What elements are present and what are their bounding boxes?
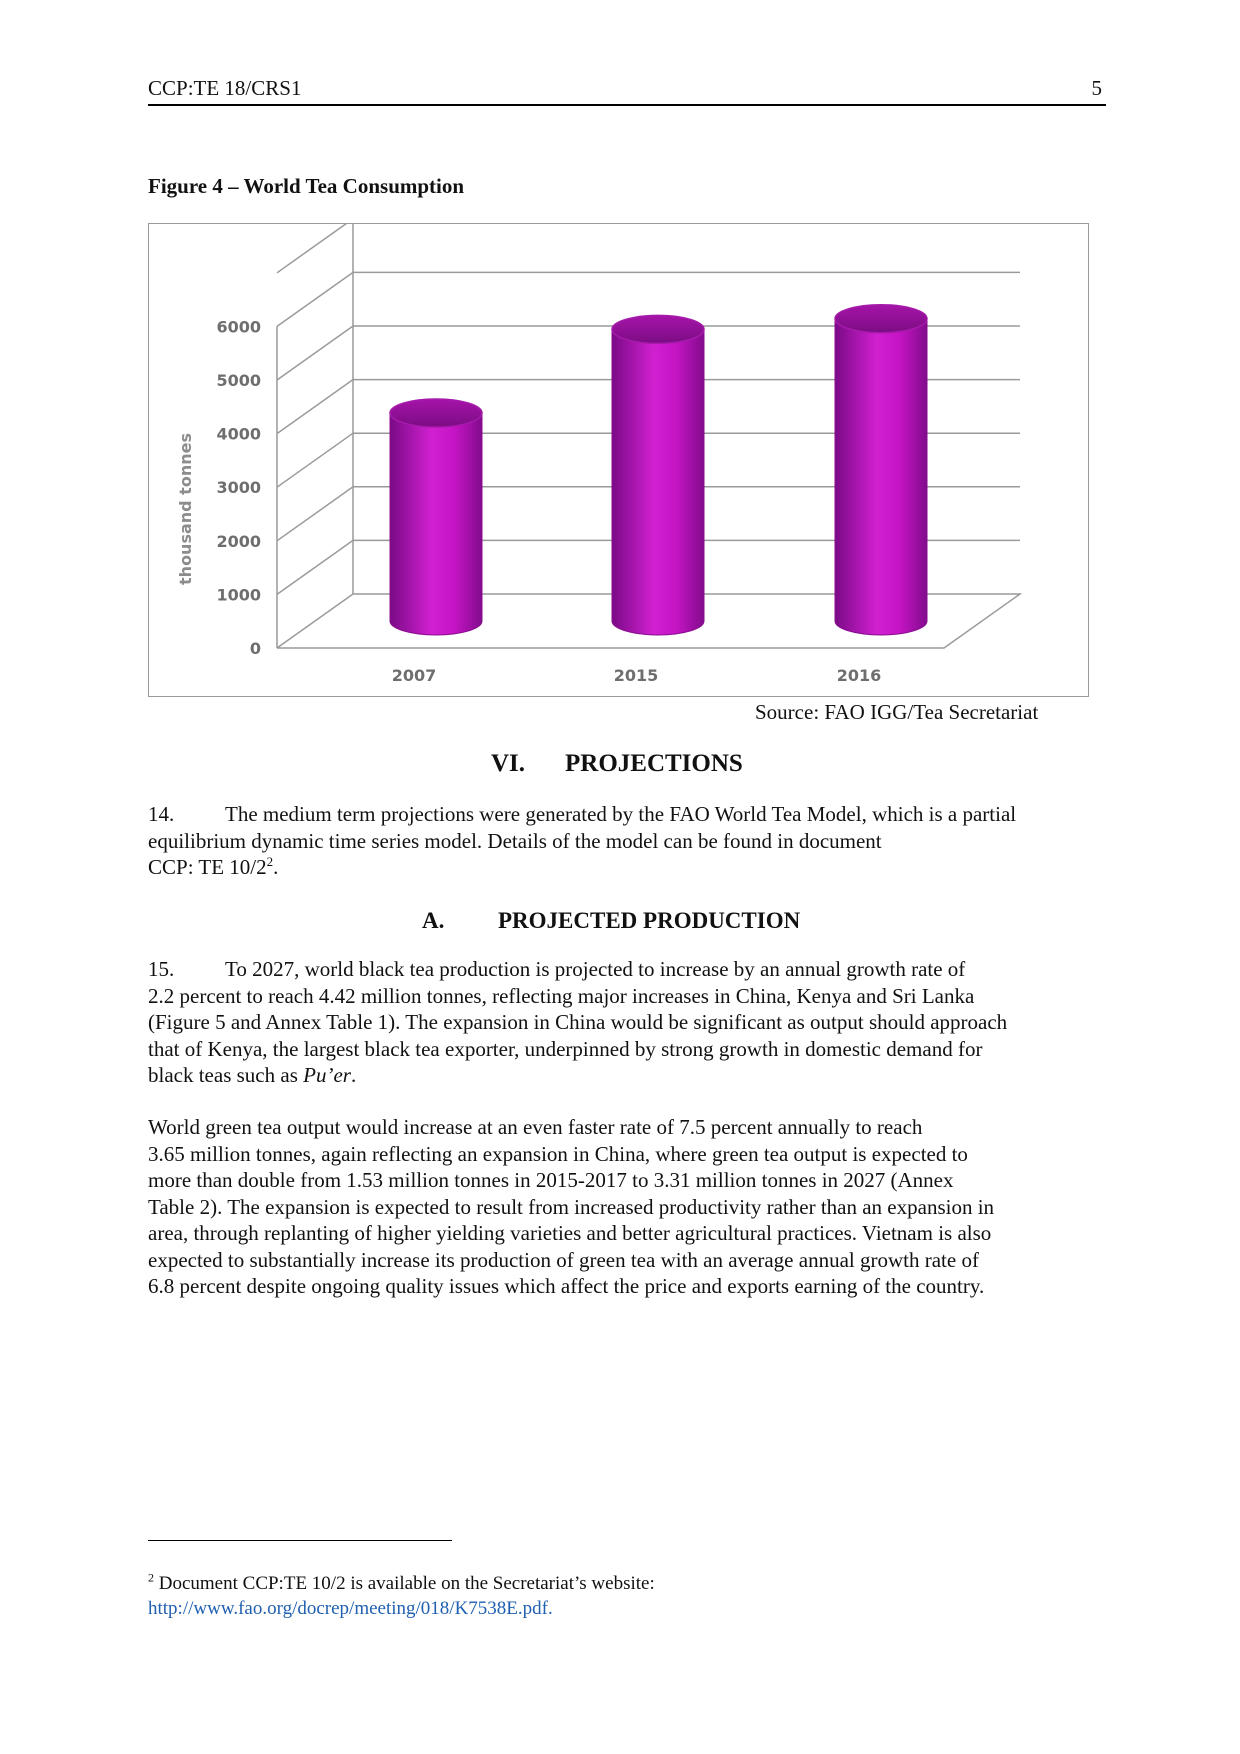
paragraph-line: World green tea output would increase at an even faster rate of 7.5 percent annually to reach: [148, 1115, 923, 1139]
consumption-chart: [149, 224, 1090, 698]
paragraph-line: .: [273, 855, 279, 879]
bar-body: [612, 329, 704, 635]
subsection-title: PROJECTED PRODUCTION: [498, 908, 801, 933]
bar: [612, 315, 704, 635]
paragraph-number: 15.: [148, 957, 175, 981]
footnote-link[interactable]: http://www.fao.org/docrep/meeting/018/K7538E.pdf.: [148, 1598, 553, 1619]
paragraph-line: 2.2 percent to reach 4.42 million tonnes, reflecting major increases in China, Kenya and Sri Lanka: [148, 983, 975, 1008]
section-number: VI.: [491, 750, 526, 777]
x-tick-label: 2007: [391, 666, 437, 685]
paragraph-number: 14.: [148, 802, 175, 826]
bar-top: [612, 315, 704, 343]
paragraph-line: more than double from 1.53 million tonnes in 2015-2017 to 3.31 million tonnes in 2027 (Annex: [148, 1168, 954, 1192]
bar: [390, 399, 482, 635]
bar-top: [835, 305, 927, 333]
bar-top: [390, 399, 482, 427]
paragraph-green-tea: [148, 1114, 1108, 1300]
footnote-separator: [148, 1540, 452, 1541]
paragraph-line: equilibrium dynamic time series model. Details of the model can be found in document: [148, 828, 882, 853]
paragraph-line: .: [350, 1063, 357, 1087]
figure-source: Source: FAO IGG/Tea Secretariat: [755, 700, 1039, 724]
footnote-reference[interactable]: 2: [266, 854, 274, 869]
y-tick-label: 1000: [216, 585, 261, 605]
page-number: 5: [1091, 76, 1102, 100]
paragraph-line: To 2027, world black tea production is projected to increase by an annual growth rate of: [225, 957, 966, 981]
paragraph-line: that of Kenya, the largest black tea exporter, underpinned by strong growth in domestic demand for: [148, 1036, 983, 1061]
bar-body: [835, 319, 927, 635]
section-title: PROJECTIONS: [565, 750, 743, 777]
footnote: [148, 1571, 655, 1621]
y-tick-label: 5000: [216, 371, 261, 390]
paragraph-line: 6.8 percent despite ongoing quality issues which affect the price and exports earning of the country.: [148, 1274, 985, 1298]
figure-title: Figure 4 – World Tea Consumption: [148, 174, 465, 198]
footnote-mark: 2: [148, 1570, 154, 1585]
y-tick-label: 2000: [216, 531, 261, 551]
paragraph-line: black teas such as: [148, 1063, 304, 1087]
paragraph-line: Table 2). The expansion is expected to result from increased productivity rather than an expansion in: [148, 1194, 995, 1219]
gridline: [277, 224, 1020, 273]
subsection-letter: A.: [422, 908, 445, 933]
paragraph-line: 3.65 million tonnes, again reflecting an expansion in China, where green tea output is expected to: [148, 1141, 968, 1166]
bar: [835, 305, 927, 635]
page-header: [148, 74, 1106, 106]
y-tick-label: 0: [249, 639, 261, 658]
y-tick-label: 4000: [216, 424, 261, 444]
emphasis-term: Pu’er: [303, 1063, 351, 1087]
footnote-text: Document CCP:TE 10/2 is available on the Secretariat’s website:: [154, 1573, 655, 1594]
paragraph-15: [148, 956, 1108, 1089]
paragraph-14: [148, 801, 1108, 881]
y-axis-label: thousand tonnes: [176, 433, 195, 585]
paragraph-line: The medium term projections were generated by the FAO World Tea Model, which is a partial: [225, 802, 1017, 826]
x-tick-label: 2016: [836, 666, 882, 685]
paragraph-line: expected to substantially increase its production of green tea with an average annual growth rate of: [148, 1247, 979, 1272]
chart-container: [148, 223, 1089, 697]
x-tick-label: 2015: [613, 666, 659, 685]
paragraph-line: (Figure 5 and Annex Table 1). The expansion in China would be significant as output should approach: [148, 1010, 1008, 1034]
document-reference: CCP:TE 18/CRS1: [148, 76, 302, 100]
y-tick-label: 3000: [216, 478, 261, 498]
y-tick-label: 6000: [216, 317, 261, 337]
paragraph-line: area, through replanting of higher yielding varieties and better agricultural practices. Vietnam is also: [148, 1221, 992, 1245]
paragraph-line: CCP: TE 10/2: [148, 855, 267, 879]
bar-body: [390, 413, 482, 635]
